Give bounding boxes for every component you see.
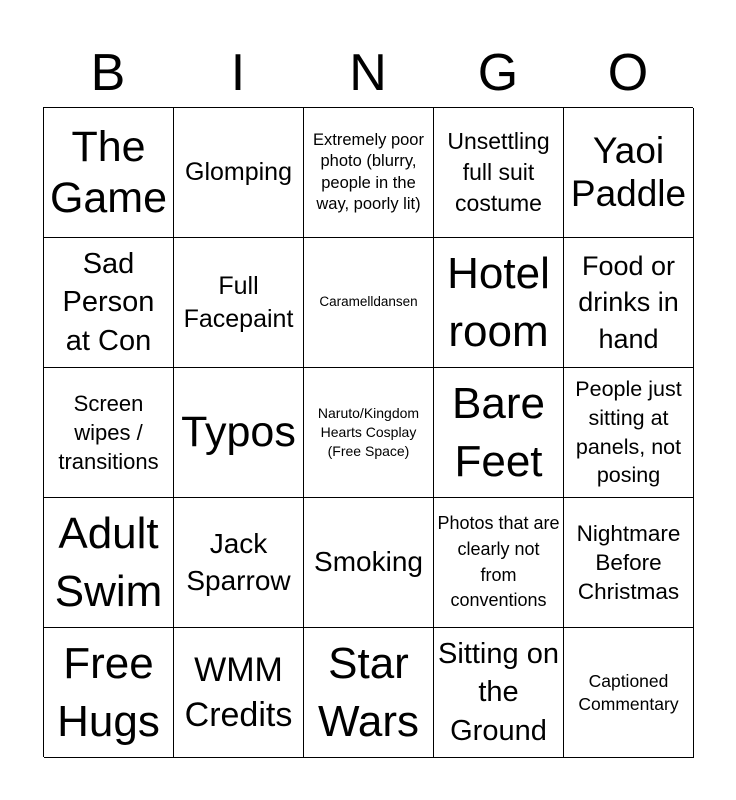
bingo-cell[interactable] (174, 108, 304, 238)
bingo-cell[interactable] (304, 628, 434, 758)
cell-text: Unsettling full suit costume (447, 127, 550, 217)
cell-text: Hotel room (447, 249, 550, 356)
cell-text: Food or drinks in hand (578, 250, 679, 354)
cell-text: Nightmare Before Christmas (576, 520, 681, 605)
header-letter-n: N (349, 44, 387, 102)
cell-text: Captioned Commentary (578, 670, 679, 714)
cell-text: Bare Feet (452, 379, 545, 486)
bingo-cell[interactable] (304, 368, 434, 498)
bingo-board (43, 107, 693, 757)
cell-text: Adult Swim (54, 509, 163, 616)
cell-text: Jack Sparrow (186, 528, 291, 596)
cell-text: Screen wipes / transitions (58, 390, 159, 475)
cell-text: Yaoi Paddle (570, 129, 687, 214)
bingo-cell[interactable] (564, 628, 694, 758)
bingo-cell[interactable] (174, 498, 304, 628)
bingo-cell[interactable] (304, 108, 434, 238)
bingo-cell[interactable] (44, 498, 174, 628)
cell-text: Extremely poor photo (blurry, people in the way, poorly lit) (313, 130, 424, 213)
cell-text: Smoking (314, 546, 423, 578)
cell-text: Typos (181, 408, 296, 457)
bingo-cell[interactable] (304, 238, 434, 368)
bingo-cell[interactable] (44, 628, 174, 758)
cell-text: Naruto/Kingdom Hearts Cosplay (Free Space) (317, 404, 420, 460)
cell-text: Glomping (185, 158, 292, 187)
bingo-cell[interactable] (434, 498, 564, 628)
header-letter-o: O (607, 44, 649, 102)
cell-text: The Game (49, 122, 168, 222)
bingo-cell[interactable] (434, 108, 564, 238)
cell-text: Star Wars (317, 639, 420, 746)
cell-text: Free Hugs (57, 639, 160, 746)
bingo-header (43, 40, 693, 106)
bingo-cell[interactable] (434, 238, 564, 368)
bingo-cell[interactable] (44, 108, 174, 238)
cell-text: People just sitting at panels, not posing (575, 377, 682, 488)
bingo-cell[interactable] (44, 238, 174, 368)
bingo-cell[interactable] (564, 498, 694, 628)
bingo-cell[interactable] (434, 368, 564, 498)
bingo-cell[interactable] (564, 238, 694, 368)
cell-text: Photos that are clearly not from conventions (437, 513, 560, 611)
cell-text: Caramelldansen (319, 294, 418, 310)
bingo-cell[interactable] (304, 498, 434, 628)
bingo-cell[interactable] (174, 628, 304, 758)
cell-text: Sitting on the Ground (438, 637, 559, 747)
bingo-cell[interactable] (564, 108, 694, 238)
cell-text: Sad Person at Con (62, 247, 155, 357)
bingo-cell[interactable] (564, 368, 694, 498)
header-letter-g: G (477, 44, 519, 102)
bingo-cell[interactable] (434, 628, 564, 758)
bingo-cell[interactable] (174, 368, 304, 498)
bingo-cell[interactable] (174, 238, 304, 368)
header-letter-i: I (230, 44, 246, 102)
cell-text: Full Facepaint (183, 272, 294, 333)
bingo-cell[interactable] (44, 368, 174, 498)
header-letter-b: B (90, 44, 126, 102)
cell-text: WMM Credits (184, 651, 293, 734)
